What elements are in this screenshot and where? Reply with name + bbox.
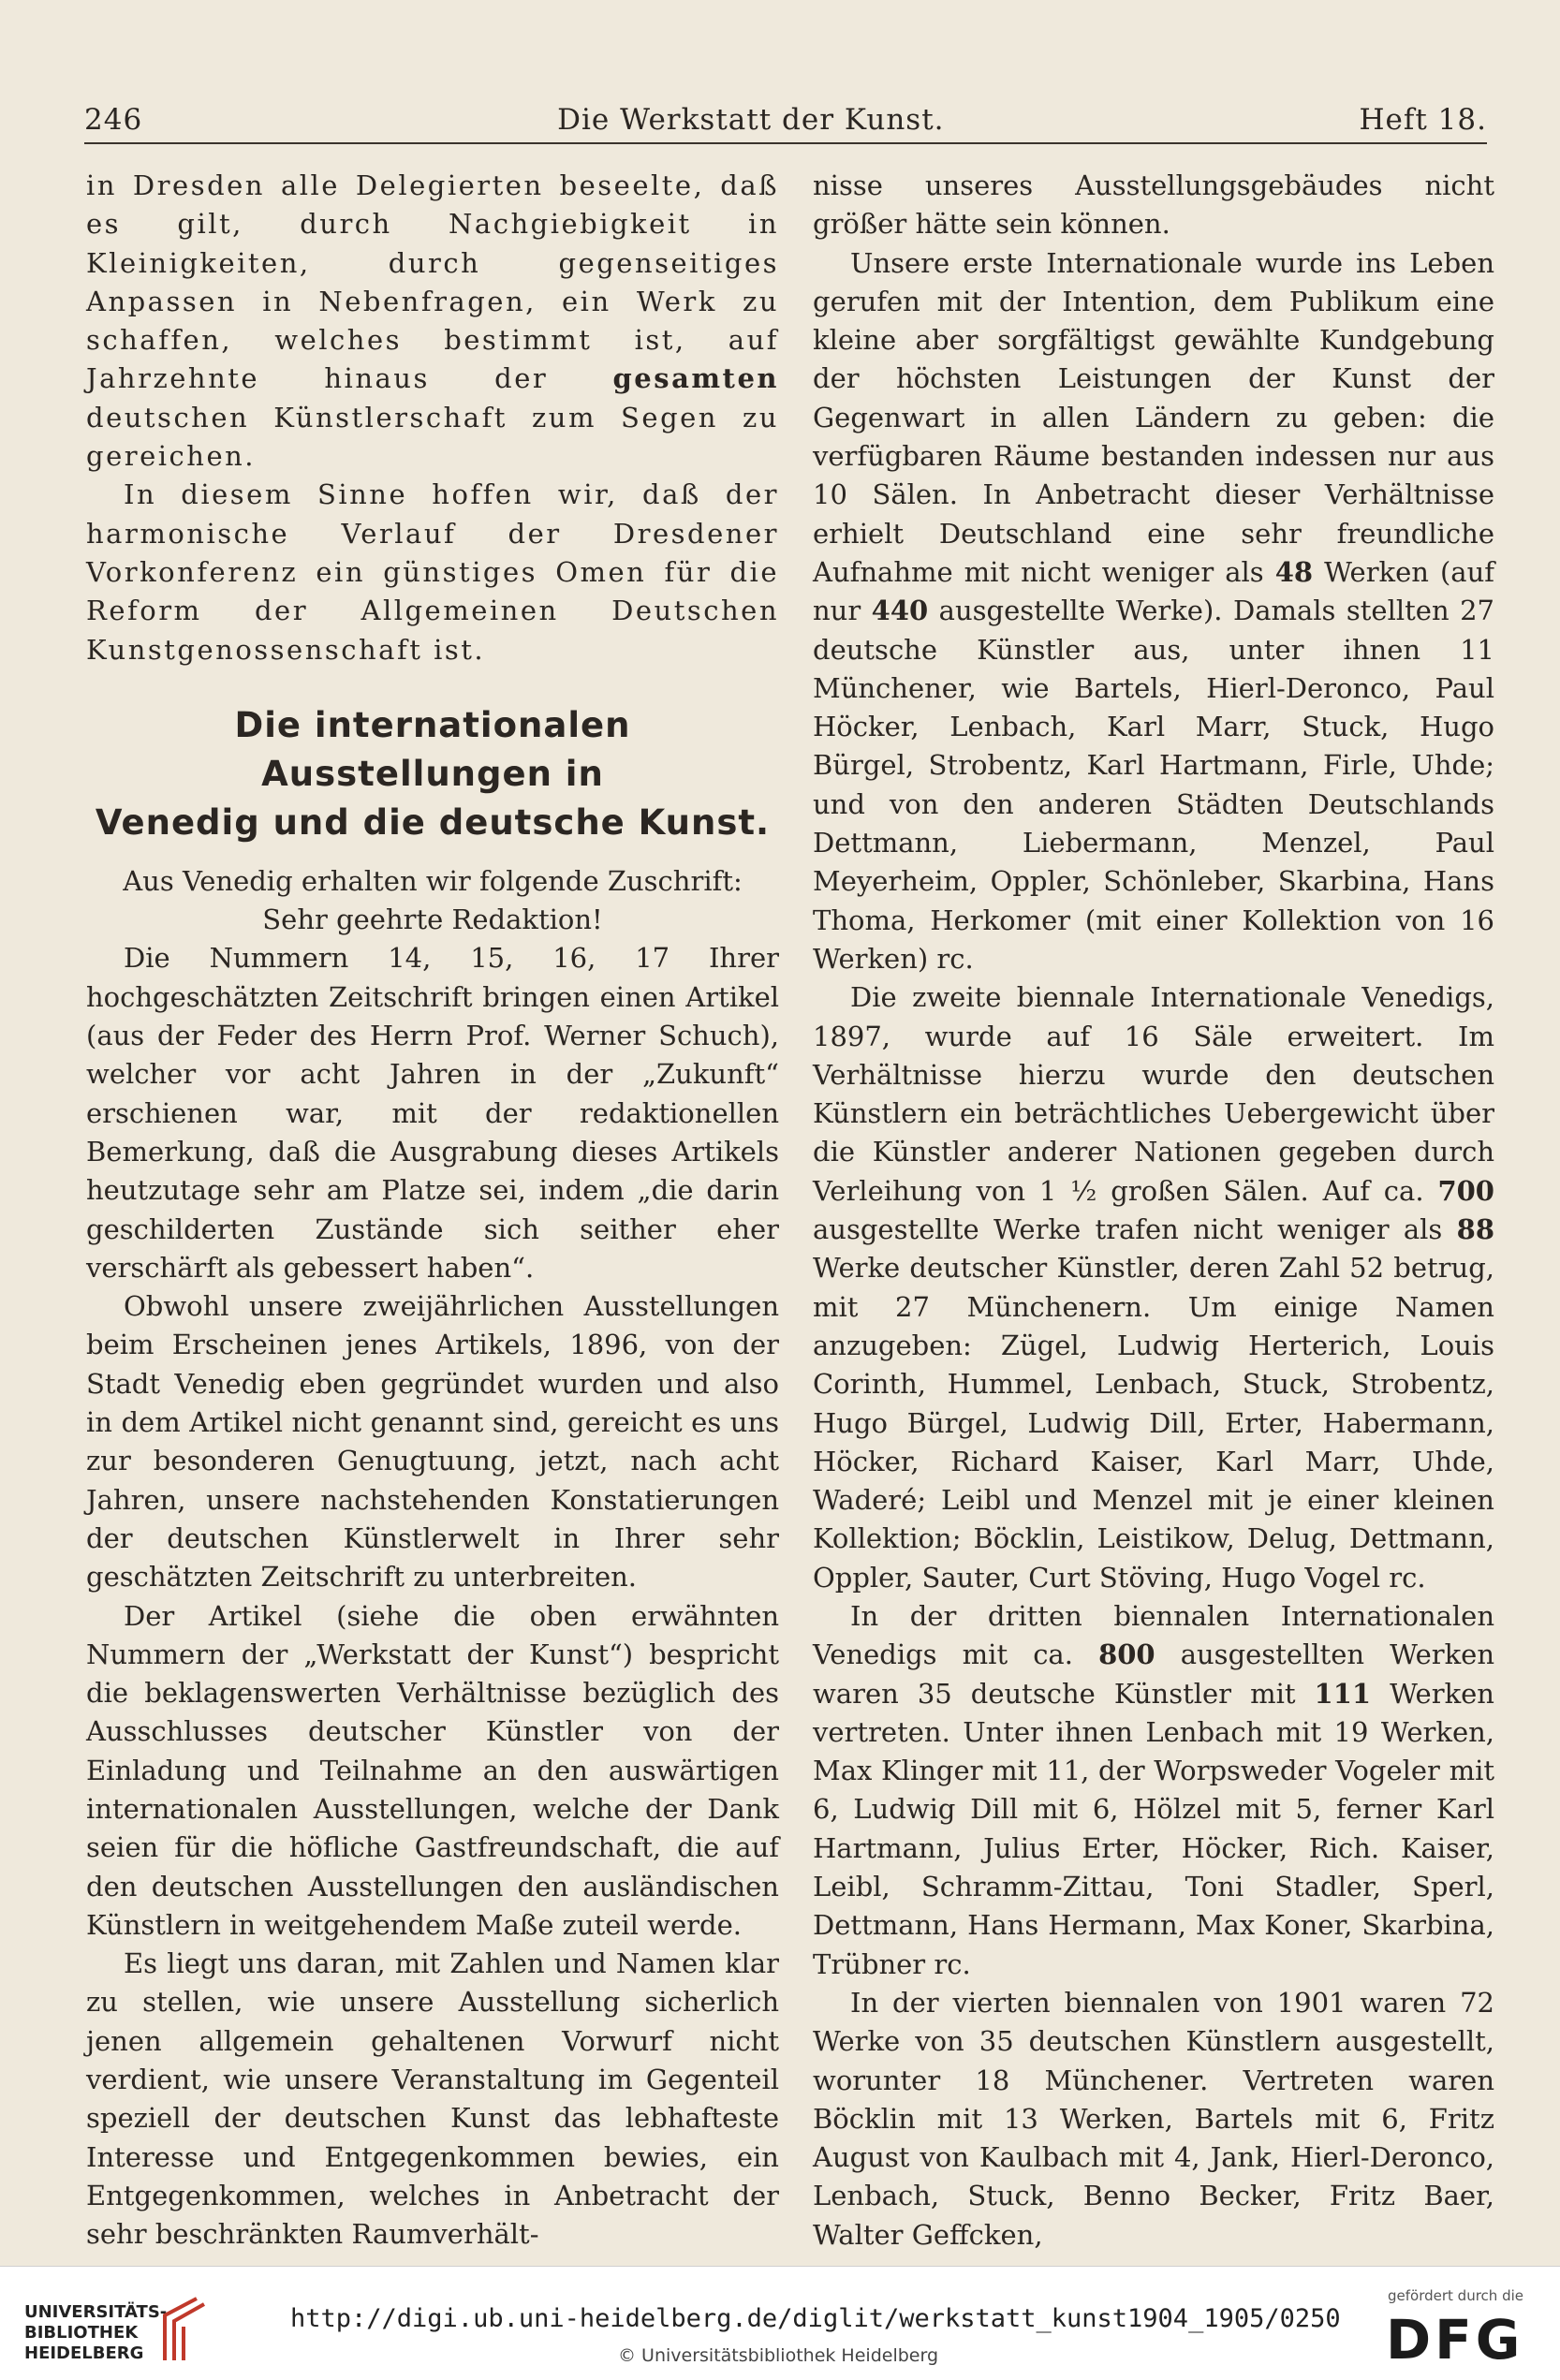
paragraph: Die zweite biennale Internationale Venedigs, 1897, wurde auf 16 Säle erweitert. Im Verhältnisse hierzu wurde den deutschen Künstlern ein beträchtliches Uebergewicht über die Künstler anderer Nationen gegeben durch Verleihung von 1 ½ großen Sälen. Auf ca. 700 ausgestellte Werke trafen nicht weniger als 88 Werke deutscher Künstler, deren Zahl 52 betrug, mit 27 Münchenern. Um einige Namen anzugeben: Zügel, Ludwig Herterich, Louis Corinth, Hummel, Lenbach, Stuck, Strobentz, Hugo Bürgel, Ludwig Dill, Erter, Habermann, Höcker, Richard Kaiser, Karl Marr, Uhde, Waderé; Leibl und Menzel mit je einer kleinen Kollektion; Böcklin, Leistikow, Delug, Dettmann, Oppler, Sauter, Curt Stöving, Hugo Vogel rc.	[813, 981, 1495, 1594]
page-number: 246	[84, 103, 143, 137]
journal-title: Die Werkstatt der Kunst.	[557, 103, 945, 137]
paragraph: Unsere erste Internationale wurde ins Leben gerufen mit der Intention, dem Publikum eine kleine aber sorgfältigst gewählte Kundgebung der höchsten Leistungen der Kunst der Gegenwart in allen Ländern zu geben: die verfügbaren Räume bestanden indessen nur aus 10 Sälen. In Anbetracht dieser Verhältnisse erhielt Deutschland eine sehr freundliche Aufnahme mit nicht weniger als 48 Werken (auf nur 440 ausgestellte Werke). Damals stellten 27 deutsche Künstler aus, unter ihnen 11 Münchener, wie Bartels, Hierl-Deronco, Paul Höcker, Lenbach, Karl Marr, Stuck, Hugo Bürgel, Strobentz, Karl Hartmann, Firle, Uhde; und von den anderen Städten Deutschlands Dettmann, Liebermann, Menzel, Paul Meyerheim, Oppler, Schönleber, Skarbina, Hans Thoma, Herkomer (mit einer Kollektion von 16 Werken) rc.	[813, 246, 1495, 975]
paragraph: In der dritten biennalen Internationalen Venedigs mit ca. 800 ausgestellten Werken waren 35 deutsche Künstler mit 111 Werken vertreten. Unter ihnen Lenbach mit 19 Werken, Max Klinger mit 11, der Worpsweder Vogeler mit 6, Ludwig Dill mit 6, Hölzel mit 5, ferner Karl Hartmann, Julius Erter, Höcker, Rich. Kaiser, Leibl, Schramm-Zittau, Toni Stadler, Sperl, Dettmann, Hans Hermann, Max Koner, Skarbina, Trübner rc.	[813, 1599, 1495, 1980]
viewer-footer	[0, 2266, 1560, 2380]
paragraph: In diesem Sinne hoffen wir, daß der harmonische Verlauf der Dresdener Vorkonferenz ein günstiges Omen für die Reform der Allgemeinen Deutschen Kunstgenossenschaft ist.	[86, 478, 779, 666]
library-logo-icon	[159, 2295, 210, 2362]
issue-number: Heft 18.	[1359, 103, 1487, 137]
paragraph: in Dresden alle Delegierten beseelte, daß es gilt, durch Nachgiebigkeit in Kleinigkeiten, durch gegenseitiges Anpassen in Nebenfragen, ein Werk zu schaffen, welches bestimmt ist, auf Jahrzehnte hinaus der gesamten deutschen Künstlerschaft zum Segen zu gereichen.	[86, 169, 779, 473]
header-rule	[84, 142, 1487, 144]
paragraph: Der Artikel (siehe die oben erwähnten Nummern der „Werkstatt der Kunst“) bespricht die beklagenswerten Verhältnisse bezüglich des Ausschlusses deutscher Künstler von der Einladung und Teilnahme an den auswärtigen internationalen Ausstellungen, welche der Dank seien für die höfliche Gastfreundschaft, die auf den deutschen Ausstellungen den ausländischen Künstlern in weitgehendem Maße zuteil werde.	[86, 1599, 779, 1941]
paragraph: nisse unseres Ausstellungsgebäudes nicht größer hätte sein können.	[813, 169, 1494, 241]
dfg-logo: DFG	[1386, 2308, 1524, 2372]
paragraph: Es liegt uns daran, mit Zahlen und Namen klar zu stellen, wie unsere Ausstellung sicherlich jenen allgemein gehaltenen Vorwurf nicht verdient, wie unsere Veranstaltung im Gegenteil speziell der deutschen Kunst das lebhafteste Interesse und Entgegenkommen bewies, ein Entgegenkommen, welches in Anbetracht der sehr beschränkten Raumverhält-	[86, 1947, 779, 2251]
salutation: Sehr geehrte Redaktion!	[262, 904, 603, 936]
funding-label: gefördert durch die	[1388, 2287, 1523, 2304]
right-column	[813, 167, 1494, 2255]
paragraph: In der vierten biennalen von 1901 waren 72 Werke von 35 deutschen Künstlern ausgestellt, worunter 18 Münchener. Vertreten waren Böcklin mit 13 Werken, Bartels mit 6, Fritz August von Kaulbach mit 4, Jank, Hierl-Deronco, Lenbach, Stuck, Benno Becker, Fritz Baer, Walter Geffcken,	[813, 1986, 1494, 2251]
emphasis: gesamten	[612, 362, 779, 395]
copyright-notice: © Universitätsbibliothek Heidelberg	[618, 2345, 939, 2366]
article-heading: Die internationalen Ausstellungen in Venedig und die deutsche Kunst.	[95, 704, 771, 843]
left-column	[86, 167, 779, 2255]
running-header	[84, 90, 1487, 137]
paragraph: Obwohl unsere zweijährlichen Ausstellungen beim Erscheinen jenes Artikels, 1896, von der Stadt Venedig eben gegründet wurden und also in dem Artikel nicht genannt sind, gereicht es uns zur besonderen Genugtuung, jetzt, nach acht Jahren, unsere nachstehenden Konstatierungen der deutschen Künstlerwelt in Ihrer sehr geschätzten Zeitschrift zu unterbreiten.	[86, 1290, 779, 1594]
permalink-url[interactable]: http://digi.ub.uni-heidelberg.de/diglit/werkstatt_kunst1904_1905/0250	[290, 2304, 1341, 2333]
paragraph: Die Nummern 14, 15, 16, 17 Ihrer hochgeschätzten Zeitschrift bringen einen Artikel (aus der Feder des Herrn Prof. Werner Schuch), welcher vor acht Jahren in der „Zukunft“ erschienen war, mit der redaktionellen Bemerkung, daß die Ausgrabung dieses Artikels heutzutage sehr am Platze sei, indem „die darin geschilderten Zustände sich seither eher verschärft als gebessert haben“.	[86, 942, 779, 1284]
intro-line: Aus Venedig erhalten wir folgende Zuschrift:	[123, 864, 743, 897]
library-name: UNIVERSITÄTS- BIBLIOTHEK HEIDELBERG	[24, 2302, 168, 2363]
